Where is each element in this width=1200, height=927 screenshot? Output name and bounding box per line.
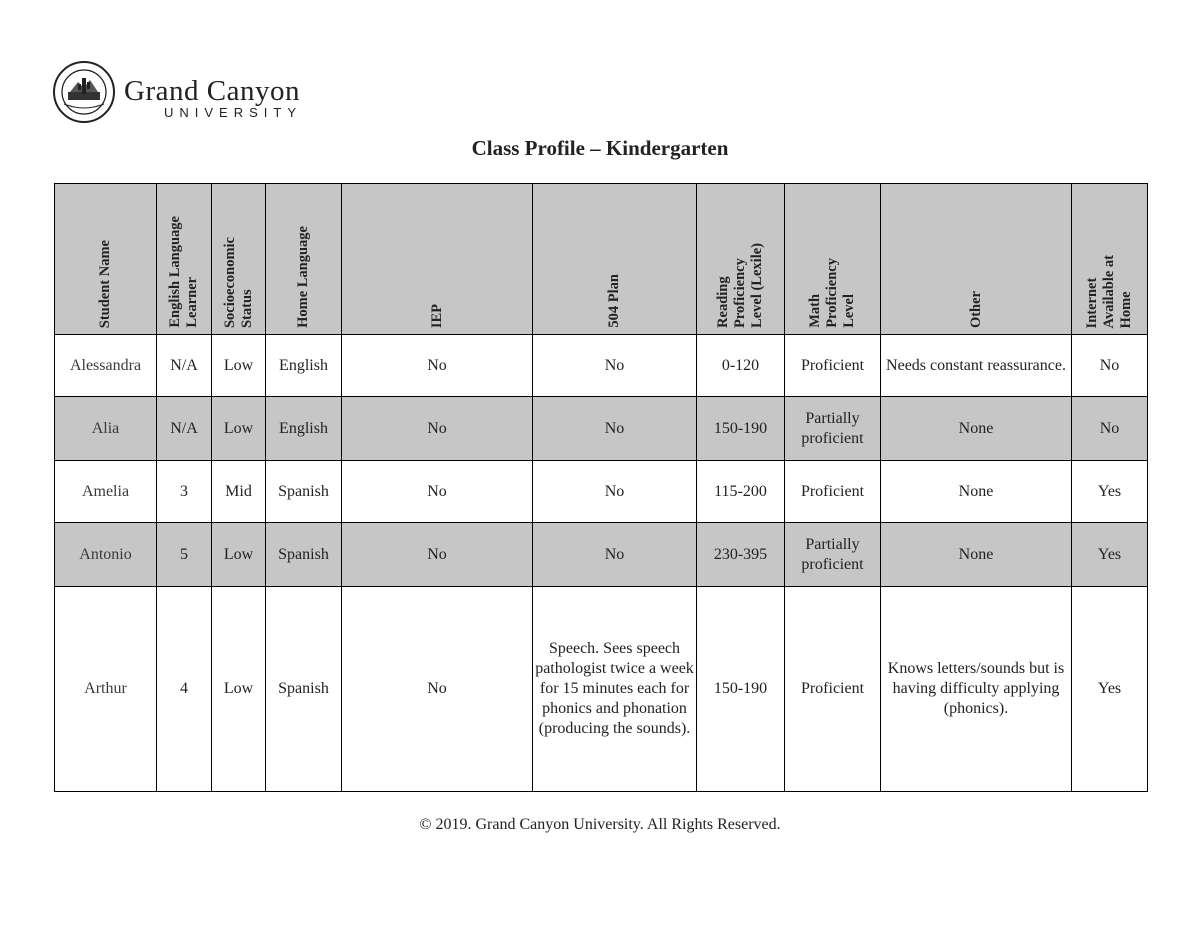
university-logo (52, 60, 352, 122)
table-cell: Amelia (55, 461, 157, 523)
column-header-label: IEP (428, 303, 445, 328)
table-cell: N/A (157, 397, 212, 461)
column-header (881, 184, 1072, 335)
university-seal-icon (52, 60, 116, 124)
table-cell: Low (212, 523, 266, 587)
table-cell: No (342, 397, 533, 461)
table-cell: Arthur (55, 587, 157, 792)
table-cell: Spanish (266, 587, 342, 792)
table-header-row (55, 184, 1148, 335)
column-header-label: Student Name (97, 239, 113, 328)
table-cell: Alia (55, 397, 157, 461)
table-cell: No (533, 461, 697, 523)
table-cell: Proficient (785, 461, 881, 523)
table-cell: Spanish (266, 461, 342, 523)
table-cell: No (533, 397, 697, 461)
table-row (55, 523, 1148, 587)
table-cell: None (881, 523, 1072, 587)
table-cell: No (533, 335, 697, 397)
table-cell: 230-395 (697, 523, 785, 587)
table-cell: Knows letters/sounds but is having difficulty applying (phonics). (881, 587, 1072, 792)
table-cell: Yes (1072, 587, 1148, 792)
logo-wordmark: Grand Canyon (124, 75, 300, 107)
table-row (55, 587, 1148, 792)
column-header-label: Internet Available at Home (1084, 254, 1134, 328)
table-cell: No (342, 587, 533, 792)
table-cell: Yes (1072, 461, 1148, 523)
table-cell: No (533, 523, 697, 587)
column-header-label: Socioeconomic Status (221, 236, 255, 328)
page-title: Class Profile – Kindergarten (471, 136, 729, 160)
logo-subtitle: UNIVERSITY (164, 105, 303, 120)
table-cell: N/A (157, 335, 212, 397)
table-cell: Speech. Sees speech pathologist twice a week for 15 minutes each for phonics and phonation (producing the sounds). (533, 587, 697, 792)
column-header-label: Home Language (295, 226, 311, 328)
table-cell: English (266, 335, 342, 397)
table-cell: 3 (157, 461, 212, 523)
column-header-label: Reading Proficiency Level (Lexile) (715, 243, 765, 328)
table-row (55, 461, 1148, 523)
table-cell: Spanish (266, 523, 342, 587)
table-cell: Low (212, 397, 266, 461)
table-cell: Alessandra (55, 335, 157, 397)
column-header-label: English Language Learner (167, 216, 200, 328)
table-cell: No (1072, 397, 1148, 461)
copyright-footer: © 2019. Grand Canyon University. All Rights Reserved. (419, 816, 781, 833)
table-cell: None (881, 397, 1072, 461)
column-header-label: Other (967, 290, 984, 328)
table-cell: No (1072, 335, 1148, 397)
table-cell: Low (212, 335, 266, 397)
table-cell: No (342, 461, 533, 523)
table-cell: Antonio (55, 523, 157, 587)
table-cell: 0-120 (697, 335, 785, 397)
table-cell: 150-190 (697, 397, 785, 461)
table-cell: Needs constant reassurance. (881, 335, 1072, 397)
column-header (697, 184, 785, 335)
table-cell: 150-190 (697, 587, 785, 792)
column-header (157, 184, 212, 335)
table-cell: 4 (157, 587, 212, 792)
column-header-label: Math Proficiency Level (807, 258, 857, 328)
class-profile-table (54, 183, 1148, 792)
column-header (342, 184, 533, 335)
table-row (55, 335, 1148, 397)
column-header (533, 184, 697, 335)
column-header-label: 504 Plan (606, 274, 622, 328)
column-header (266, 184, 342, 335)
table-cell: 115-200 (697, 461, 785, 523)
column-header (212, 184, 266, 335)
table-row (55, 397, 1148, 461)
table-cell: No (342, 335, 533, 397)
column-header (1072, 184, 1148, 335)
table-cell: Partially proficient (785, 397, 881, 461)
table-cell: Proficient (785, 587, 881, 792)
table-cell: Low (212, 587, 266, 792)
table-cell: Yes (1072, 523, 1148, 587)
table-cell: Partially proficient (785, 523, 881, 587)
column-header (785, 184, 881, 335)
table-cell: No (342, 523, 533, 587)
column-header (55, 184, 157, 335)
table-cell: 5 (157, 523, 212, 587)
table-cell: English (266, 397, 342, 461)
table-cell: None (881, 461, 1072, 523)
table-cell: Proficient (785, 335, 881, 397)
table-cell: Mid (212, 461, 266, 523)
